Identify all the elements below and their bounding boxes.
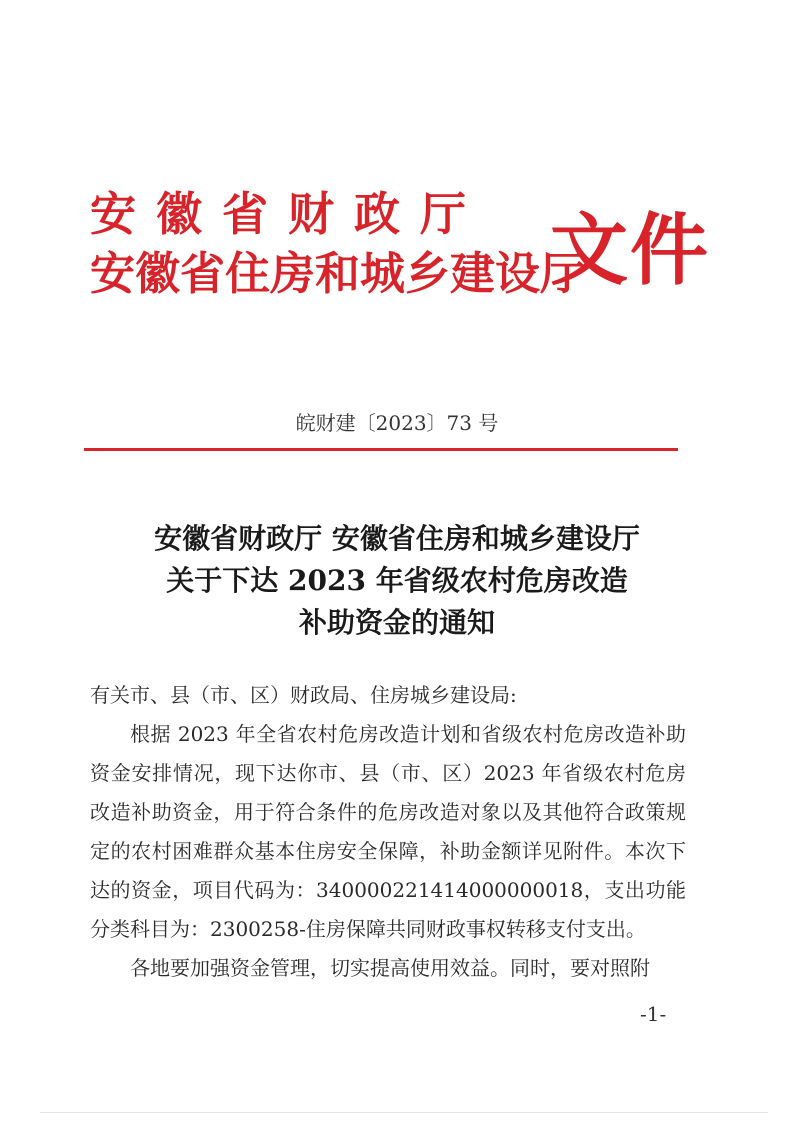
document-title (0, 518, 794, 644)
page-number: -1- (640, 1002, 667, 1026)
paragraph-1: 根据 2023 年全省农村危房改造计划和省级农村危房改造补助资金安排情况，现下达你市、县（市、区）2023 年省级农村危房改造补助资金，用于符合条件的危房改造对象以及其他符合政策规定的农村困难群众基本住房安全保障，补助金额详见附件。本次下达的资金，项目代码为：340000221414000000018，支出功能分类科目为：2300258-住房保障共同财政事权转移支付支出。 (90, 722, 686, 941)
issuer-finance-dept: 安徽省财政厅 (90, 187, 486, 241)
red-header (90, 187, 711, 318)
scan-edge-line (40, 1112, 768, 1113)
title-line-1: 安徽省财政厅 安徽省住房和城乡建设厅 (154, 522, 640, 555)
document-body (90, 676, 686, 988)
paragraph-2: 各地要加强资金管理，切实提高使用效益。同时，要对照附 (130, 956, 650, 980)
red-divider (84, 448, 678, 451)
document-suffix: 文件 (550, 205, 711, 296)
document-number: 皖财建〔2023〕73 号 (295, 411, 499, 435)
addressee: 有关市、县（市、区）财政局、住房城乡建设局: (90, 683, 517, 707)
title-line-3: 补助资金的通知 (298, 606, 495, 639)
title-line-2: 关于下达 2023 年省级农村危房改造 (166, 564, 628, 597)
issuer-housing-dept: 安徽省住房和城乡建设厅 (90, 247, 586, 300)
